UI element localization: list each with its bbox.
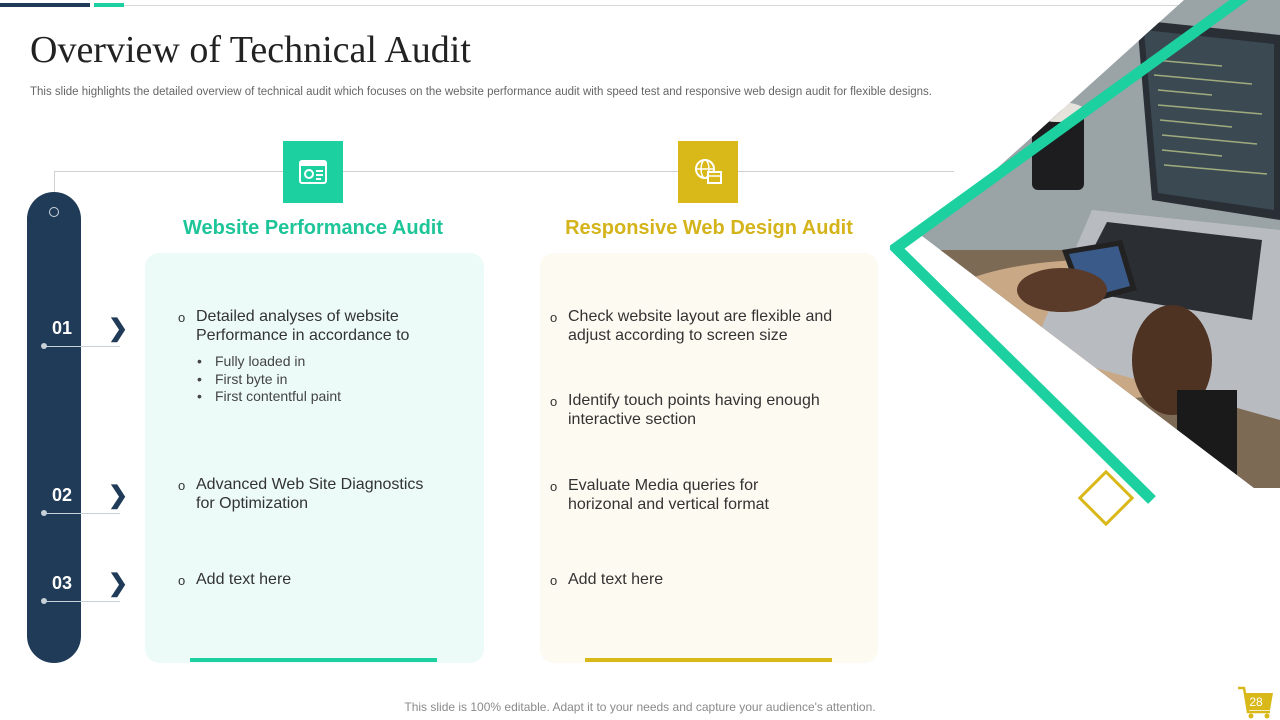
bullet-circle: o: [178, 310, 186, 325]
item-text-line: Advanced Web Site Diagnostics: [196, 476, 424, 493]
step-underline: [44, 513, 120, 514]
item-text-line: Detailed analyses of website: [196, 308, 399, 325]
slide-title: Overview of Technical Audit: [30, 29, 471, 71]
item-text-line: interactive section: [568, 411, 697, 428]
top-accent-bar-dark: [0, 3, 90, 7]
step-underline: [44, 346, 120, 347]
item-text-line: adjust according to screen size: [568, 327, 788, 344]
chevron-right-icon: ❯: [108, 570, 129, 597]
globe-devices-icon: [678, 141, 738, 203]
step-number: 01: [52, 318, 73, 338]
sub-bullet: •: [197, 388, 202, 404]
card-accent-bar-green: [190, 658, 437, 662]
item-text-line: Performance in accordance to: [196, 327, 410, 344]
sub-bullet: •: [197, 353, 202, 369]
item-text: Add text here: [196, 571, 292, 588]
item-text: Add text here: [568, 571, 664, 588]
step-number: 03: [52, 573, 73, 593]
bullet-circle: o: [550, 573, 558, 588]
footer-text: This slide is 100% editable. Adapt it to your needs and capture your audience's attention.: [404, 700, 876, 714]
bullet-circle: o: [178, 573, 186, 588]
green-diamond-frame: [890, 0, 1280, 510]
item-text: [568, 307, 868, 345]
step-01: [38, 315, 129, 358]
bullet-circle: o: [550, 310, 558, 325]
item-text-line: horizonal and vertical format: [568, 496, 769, 513]
sub-bullet: •: [197, 371, 202, 387]
step-number: 02: [52, 485, 73, 505]
item-text-line: Check website layout are flexible and: [568, 308, 833, 325]
sub-item-text: Fully loaded in: [215, 353, 306, 369]
slide-subtitle: This slide highlights the detailed overview of technical audit which focuses on the website performance audit with speed test and responsive web design audit for flexible designs.: [30, 86, 932, 98]
item-text-line: Evaluate Media queries for: [568, 477, 759, 494]
top-accent-bar-green: [94, 3, 124, 7]
sub-item-text: First byte in: [215, 371, 288, 387]
chevron-right-icon: ❯: [108, 482, 129, 509]
card-accent-bar-yellow: [585, 658, 832, 662]
page-number: 28: [1249, 695, 1263, 709]
item-text: [196, 475, 456, 513]
item-text-line: for Optimization: [196, 495, 309, 512]
bullet-circle: o: [550, 479, 558, 494]
item-text: [568, 476, 868, 514]
item-text: [568, 391, 868, 429]
chevron-right-icon: ❯: [108, 315, 129, 342]
column-title-performance: Website Performance Audit: [182, 217, 444, 239]
step-03: [38, 570, 129, 613]
item-text-line: Identify touch points having enough: [568, 392, 820, 409]
browser-settings-icon: [283, 141, 343, 203]
item-text: [196, 307, 426, 345]
bullet-circle: o: [178, 478, 186, 493]
step-underline: [44, 601, 120, 602]
column-title-responsive: Responsive Web Design Audit: [565, 217, 853, 239]
connector-line: [54, 171, 954, 172]
step-02: [38, 482, 129, 525]
bullet-circle: o: [550, 394, 558, 409]
timeline-dot: [49, 207, 59, 217]
sub-item-text: First contentful paint: [215, 388, 342, 404]
